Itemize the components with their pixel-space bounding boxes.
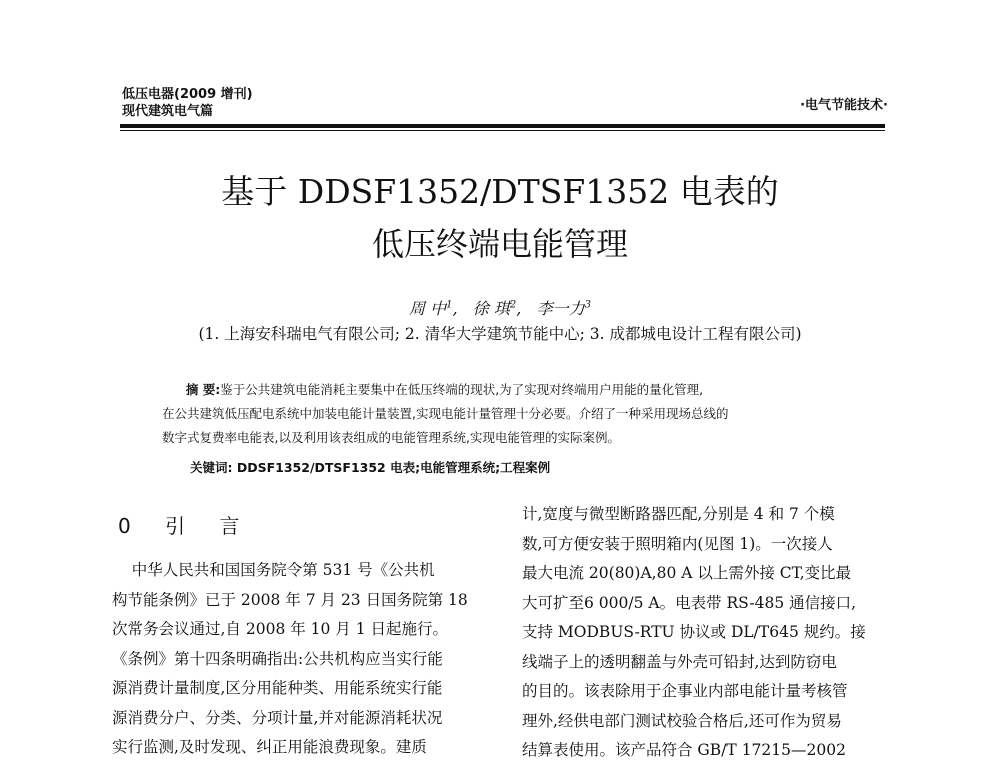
abstract-label: 摘 要:: [185, 382, 221, 397]
body-line: 源消费分户、分类、分项计量,并对能源消耗状况: [112, 708, 443, 727]
paper-title-line2: 低压终端电能管理: [371, 225, 628, 263]
body-line: 计,宽度与微型断路器匹配,分别是 4 和 7 个模: [522, 505, 835, 523]
body-line: 支持 MODBUS-RTU 协议或 DL/T645 规约。接: [522, 623, 866, 641]
author-name: 李一力: [536, 299, 585, 318]
journal-name: 低压电器(2009 增刊): [122, 87, 253, 102]
body-line: 实行监测,及时发现、纠正用能浪费现象。建质: [112, 738, 427, 756]
body-line: 线端子上的透明翻盖与外壳可铅封,达到防窃电: [522, 652, 837, 671]
body-line: 理外,经供电部门测试校验合格后,还可作为贸易: [522, 711, 842, 730]
journal-info: [122, 86, 253, 120]
body-line: 中华人民共和国国务院令第 531 号《公共机: [112, 561, 435, 579]
right-column: [522, 500, 890, 766]
body-line: 大可扩至6 000/5 A。电表带 RS-485 通信接口,: [522, 593, 857, 612]
body-line: 数,可方便安装于照明箱内(见图 1)。一次接人: [522, 534, 833, 553]
keywords-text: DDSF1352/DTSF1352 电表;电能管理系统;工程案例: [236, 460, 551, 475]
body-line: 构节能条例》已于 2008 年 7 月 23 日国务院第 18: [112, 590, 468, 609]
keywords: [190, 458, 550, 476]
body-line: 《条例》第十四条明确指出:公共机构应当实行能: [112, 649, 443, 668]
author-affil-mark: 3: [584, 299, 591, 311]
journal-section: 现代建筑电气篇: [122, 104, 214, 119]
author-list: 周 中$^1$, 徐 琪$^2$, 李一力$^3$: [408, 299, 591, 318]
header-rule-thin: [120, 130, 885, 131]
body-line: 次常务会议通过,自 2008 年 10 月 1 日起施行。: [112, 620, 449, 638]
author-name: 周 中: [408, 299, 447, 318]
left-column: [112, 556, 480, 763]
body-line: 源消费计量制度,区分用能种类、用能系统实行能: [112, 679, 443, 697]
body-line: 结算表使用。该产品符合 GB/T 17215—2002: [522, 741, 846, 759]
section-tag: ·电气节能技术·: [800, 98, 888, 113]
body-line: 最大电流 20(80)A,80 A 以上需外接 CT,变比最: [522, 564, 852, 582]
body-line: 的目的。该表除用于企事业内部电能计量考核管: [522, 682, 848, 700]
author-name: 徐 琪: [472, 299, 510, 318]
abstract: [162, 378, 852, 450]
author-affil-mark: 2: [509, 299, 517, 311]
affiliations: (1. 上海安科瑞电气有限公司; 2. 清华大学建筑节能中心; 3. 成都城电设计工程有限公司): [198, 325, 802, 343]
section-heading: 0 引 言: [118, 514, 254, 538]
keywords-label: 关键词:: [190, 460, 233, 475]
abstract-line: 摘 要:鉴于公共建筑电能消耗主要集中在低压终端的现状,为了实现对终端用户用能的量化管理,: [185, 382, 704, 397]
abstract-line: 在公共建筑低压配电系统中加装电能计量装置,实现电能计量管理十分必要。介绍了一种采用现场总线的: [162, 406, 729, 421]
paper-title-line1: 基于 DDSF1352/DTSF1352 电表的: [221, 172, 779, 211]
abstract-line: 数字式复费率电能表,以及利用该表组成的电能管理系统,实现电能管理的实际案例。: [162, 430, 620, 445]
author-affil-mark: 1: [446, 299, 453, 311]
header-rule: [120, 124, 885, 128]
